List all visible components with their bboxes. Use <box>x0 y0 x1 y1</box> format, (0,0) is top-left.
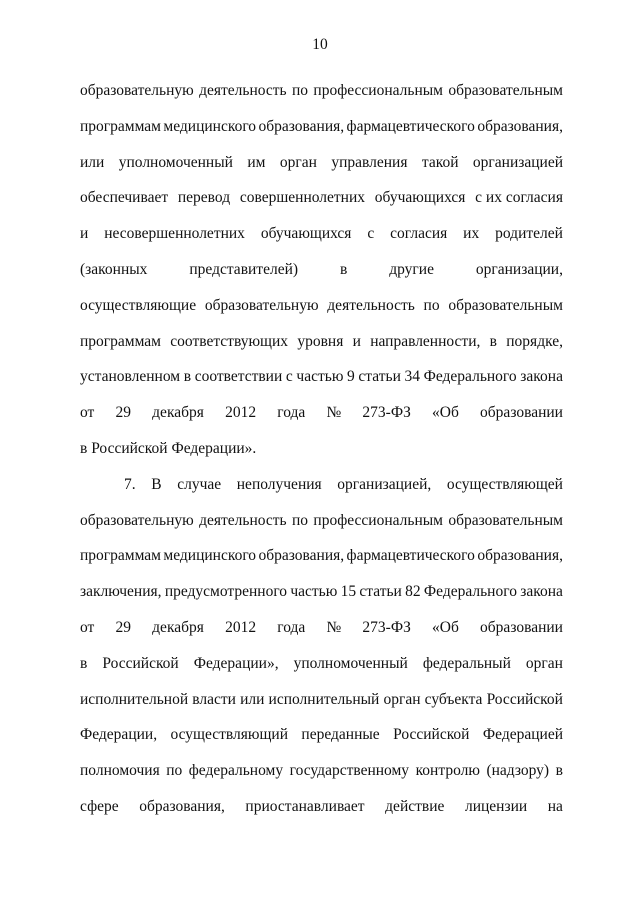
word: в <box>183 368 192 386</box>
text-line <box>80 574 563 610</box>
text-line <box>80 503 563 539</box>
word: по <box>166 762 183 780</box>
text-line <box>80 395 563 431</box>
word: власти <box>192 690 236 708</box>
word: неполучения <box>236 475 322 493</box>
word: федеральный <box>422 654 511 672</box>
word: Федерацией <box>482 726 563 744</box>
word: программам <box>80 117 161 135</box>
word: направленности, <box>370 332 481 350</box>
word: осуществляющий <box>170 726 288 744</box>
word: случае <box>177 475 222 493</box>
word: другие <box>389 260 434 278</box>
word: закона <box>520 368 563 386</box>
word: статьи <box>358 368 401 386</box>
word: контролю <box>415 762 480 780</box>
word: соответствии <box>194 368 283 386</box>
word: управления <box>331 153 408 171</box>
word: орган <box>525 654 563 672</box>
word: декабря <box>152 618 204 636</box>
word: уполномоченный <box>293 654 408 672</box>
word: федеральному <box>188 762 284 780</box>
word: обучающихся <box>374 189 466 207</box>
word: организацией, <box>337 475 432 493</box>
text-line <box>80 359 563 395</box>
word: такой <box>421 153 459 171</box>
word: установленном <box>80 368 181 386</box>
word: по <box>423 296 440 314</box>
word: исполнительной <box>80 690 189 708</box>
word: с их согласия <box>475 189 563 207</box>
text-line <box>80 789 563 825</box>
word: частью <box>296 368 344 386</box>
word: от <box>80 404 95 422</box>
text-line <box>80 288 563 324</box>
word: по <box>292 82 309 99</box>
text-line <box>80 753 563 789</box>
word: № <box>326 618 342 636</box>
word: деятельность <box>199 511 287 529</box>
paragraph <box>80 73 563 467</box>
word: образовательным <box>448 296 563 314</box>
word: с <box>367 225 375 243</box>
word: уровня <box>297 332 344 350</box>
text-line <box>80 216 563 252</box>
word: в <box>339 260 348 278</box>
word: переданные <box>301 726 380 744</box>
text-line <box>80 252 563 288</box>
word: осуществляющие <box>80 296 197 314</box>
word: 15 <box>340 583 357 601</box>
text-line <box>80 646 563 682</box>
word: порядке, <box>506 332 563 350</box>
word: образовательным <box>448 82 563 99</box>
word: деятельность <box>327 296 415 314</box>
word: деятельность <box>199 82 287 99</box>
word: образования, <box>139 797 225 815</box>
word: образования, <box>258 547 345 565</box>
word: образования, <box>477 117 563 135</box>
word: или <box>240 690 265 708</box>
word: года <box>277 404 306 422</box>
word: в Российской Федерации». <box>80 439 257 457</box>
word: В <box>151 475 162 493</box>
word: с <box>285 368 293 386</box>
word: обучающихся <box>260 225 352 243</box>
word: предусмотренного <box>164 583 288 601</box>
word: образования, <box>477 547 563 565</box>
word: (законных <box>80 260 148 278</box>
word: приостанавливает <box>245 797 365 815</box>
word: их <box>463 225 480 243</box>
word: обеспечивает <box>80 189 169 207</box>
word: действие <box>385 797 445 815</box>
word: заключения, <box>80 583 162 601</box>
word: частью <box>290 583 338 601</box>
word: сфере <box>80 797 119 815</box>
word: «Об <box>432 404 459 422</box>
word: 29 <box>115 404 131 422</box>
word: образовательную <box>204 296 319 314</box>
word: исполнительный <box>268 690 380 708</box>
word: фармацевтического <box>346 547 475 565</box>
text-line <box>80 431 563 467</box>
word: образовании <box>480 618 563 636</box>
word: закона <box>520 583 563 601</box>
text-line <box>80 717 563 753</box>
word: представителей) <box>189 260 299 278</box>
word: лицензии <box>464 797 528 815</box>
word: субъекта <box>424 690 483 708</box>
word: 273-ФЗ <box>362 404 411 422</box>
word: Российской <box>393 726 470 744</box>
word: 2012 <box>225 404 257 422</box>
word: в <box>555 762 563 780</box>
word: совершеннолетних <box>239 189 366 207</box>
word: перевод <box>177 189 231 207</box>
word: согласия <box>390 225 448 243</box>
word: и <box>352 332 361 350</box>
word: организацией <box>472 153 563 171</box>
page-number: 10 <box>312 36 328 53</box>
word: соответствующих <box>170 332 289 350</box>
word: 34 <box>404 368 420 386</box>
word: программам <box>80 332 161 350</box>
word: декабря <box>152 404 204 422</box>
word: Российской <box>102 654 179 672</box>
word: образовательную <box>80 511 194 529</box>
text-line <box>80 73 563 109</box>
word: Российской <box>486 690 563 708</box>
text-line <box>80 538 563 574</box>
word: государственному <box>289 762 410 780</box>
word: от <box>80 618 95 636</box>
word: орган <box>279 153 317 171</box>
word: организации, <box>475 260 563 278</box>
word: осуществляющей <box>446 475 563 493</box>
word: 273-ФЗ <box>362 618 411 636</box>
text-line <box>80 610 563 646</box>
word: образовательным <box>448 511 563 529</box>
text-line <box>80 467 563 503</box>
word: образования, <box>258 117 345 135</box>
word: 9 <box>347 368 355 386</box>
word: медицинского <box>163 547 257 565</box>
word: им <box>247 153 266 171</box>
word: Федерального <box>423 583 517 601</box>
word: родителей <box>495 225 563 243</box>
text-line <box>80 682 563 718</box>
word: «Об <box>432 618 459 636</box>
text-line <box>80 324 563 360</box>
word: года <box>277 618 306 636</box>
word: по <box>292 511 309 529</box>
word: и <box>80 225 89 243</box>
word: профессиональным <box>313 82 443 99</box>
word: Федерального <box>423 368 517 386</box>
paragraph <box>80 467 563 825</box>
word: Федерации», <box>193 654 279 672</box>
text-line <box>80 109 563 145</box>
word: орган <box>383 690 421 708</box>
word: в <box>489 332 497 350</box>
word: образовательную <box>80 82 194 99</box>
word: № <box>326 404 342 422</box>
word: (надзору) <box>486 762 550 780</box>
word: статьи <box>359 583 402 601</box>
word: фармацевтического <box>346 117 475 135</box>
word: 29 <box>115 618 131 636</box>
text-line <box>80 145 563 181</box>
document-body <box>80 73 563 825</box>
word: уполномоченный <box>118 153 233 171</box>
word: образовании <box>480 404 563 422</box>
word: полномочия <box>80 762 160 780</box>
word: программам <box>80 547 161 565</box>
word: 2012 <box>225 618 257 636</box>
text-line <box>80 180 563 216</box>
word: несовершеннолетних <box>104 225 245 243</box>
word: 7. <box>124 475 136 493</box>
word: медицинского <box>163 117 257 135</box>
word: на <box>547 797 563 815</box>
word: 82 <box>405 583 421 601</box>
word: профессиональным <box>313 511 443 529</box>
word: в <box>80 654 88 672</box>
word: или <box>80 153 105 171</box>
word: Федерации, <box>80 726 158 744</box>
